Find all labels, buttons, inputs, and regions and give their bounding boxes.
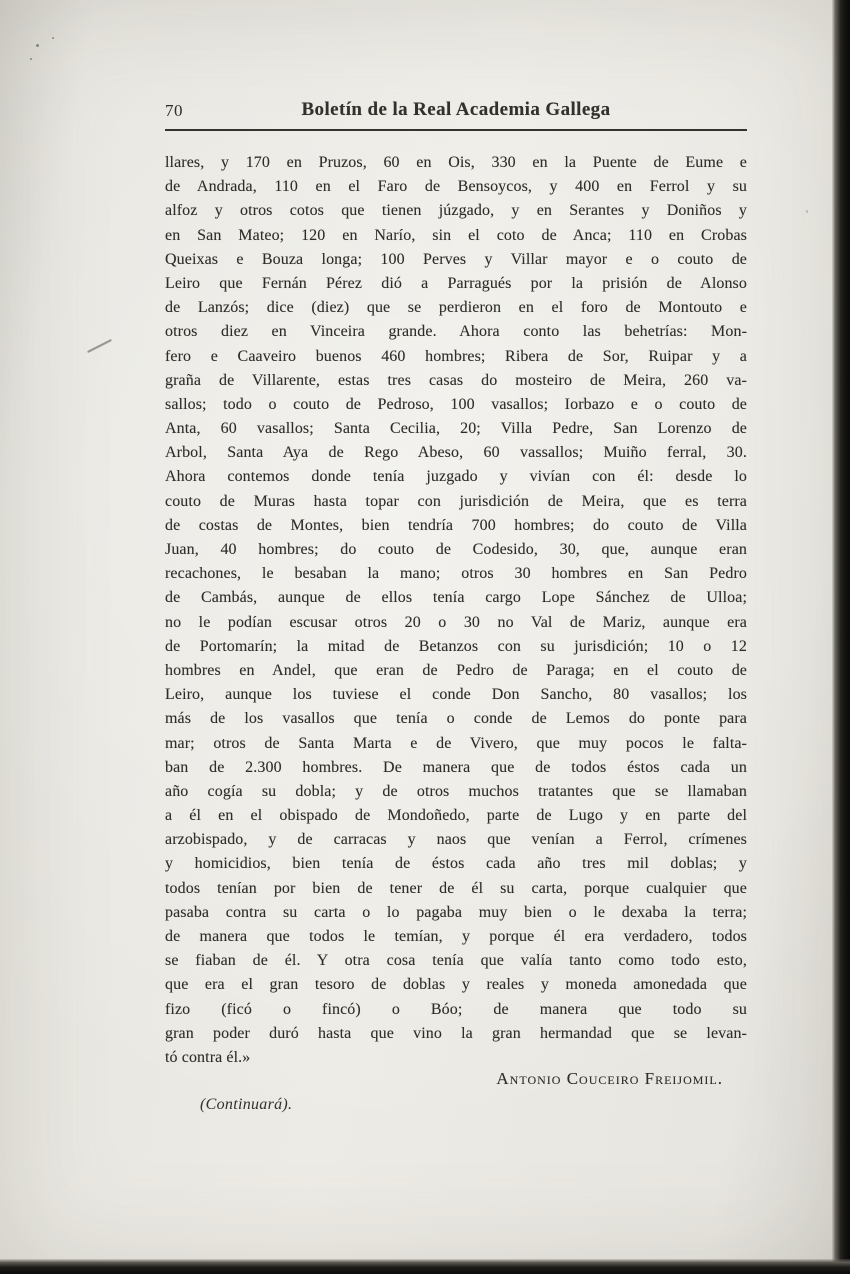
header-row bbox=[165, 99, 747, 123]
scan-edge-right bbox=[832, 0, 850, 1274]
scan-speck bbox=[36, 44, 39, 47]
text-line: fizo (ficó o fincó) o Bóo; de manera que todo su bbox=[165, 1000, 747, 1018]
text-line: que era el gran tesoro de doblas y reales y moneda amonedada que bbox=[165, 976, 747, 994]
text-line: Ahora contemos donde tenía juzgado y vivían con él: desde lo bbox=[165, 468, 747, 486]
author-signature: Antonio Couceiro Freijomil. bbox=[496, 1069, 723, 1088]
text-line: se fiaban de él. Y otra cosa tenía que valía tanto como todo esto, bbox=[165, 952, 747, 970]
scan-speck bbox=[52, 37, 54, 39]
text-line: no le podían escusar otros 20 o 30 no Val de Mariz, aunque era bbox=[165, 613, 747, 631]
text-line: todos tenían por bien de tener de él su carta, porque cualquier que bbox=[165, 879, 747, 897]
text-line: llares, y 170 en Pruzos, 60 en Ois, 330 en la Puente de Eume e bbox=[165, 154, 747, 171]
journal-title: Boletín de la Real Academia Gallega bbox=[301, 99, 611, 120]
text-line: año cogía su dobla; y de otros muchos tratantes que se llamaban bbox=[165, 782, 747, 800]
text-line: hombres en Andel, que eran de Pedro de Paraga; en el couto de bbox=[165, 661, 747, 679]
text-line: fero e Caaveiro buenos 460 hombres; Ribera de Sor, Ruipar y a bbox=[165, 347, 747, 365]
text-line: de costas de Montes, bien tendría 700 hombres; do couto de Villa bbox=[165, 516, 747, 534]
text-line: de Cambás, aunque de ellos tenía cargo Lope Sánchez de Ulloa; bbox=[165, 589, 747, 607]
text-line: tó contra él.» bbox=[165, 1048, 251, 1066]
scan-edge-bottom bbox=[0, 1259, 850, 1274]
text-line: Arbol, Santa Aya de Rego Abeso, 60 vassallos; Muiño ferral, 30. bbox=[165, 444, 747, 462]
text-line: de Andrada, 110 en el Faro de Bensoycos, y 400 en Ferrol y su bbox=[165, 178, 747, 196]
page-header bbox=[165, 99, 747, 131]
body-text bbox=[165, 151, 747, 1070]
text-line: Leiro, aunque los tuviese el conde Don Sancho, 80 vasallos; los bbox=[165, 686, 747, 704]
text-line: a él en el obispado de Mondoñedo, parte de Lugo y en parte del bbox=[165, 807, 747, 825]
scan-speck bbox=[806, 210, 808, 213]
text-line: graña de Villarente, estas tres casas do mosteiro de Meira, 260 va- bbox=[165, 371, 747, 389]
text-line: Juan, 40 hombres; do couto de Codesido, 30, que, aunque eran bbox=[165, 541, 747, 558]
text-line: mar; otros de Santa Marta e de Vivero, que muy pocos le falta- bbox=[165, 734, 747, 752]
text-line: Leiro que Fernán Pérez dió a Parragués por la prisión de Alonso bbox=[165, 274, 747, 292]
text-line: Queixas e Bouza longa; 100 Perves y Villar mayor e o couto de bbox=[165, 250, 747, 268]
text-line: en San Mateo; 120 en Narío, sin el coto de Anca; 110 en Crobas bbox=[165, 226, 747, 244]
text-line: de Portomarín; la mitad de Betanzos con su jurisdición; 10 o 12 bbox=[165, 637, 747, 655]
scan-speck bbox=[30, 58, 32, 60]
header-rule bbox=[165, 129, 747, 131]
text-line: de Lanzós; dice (diez) que se perdieron en el foro de Montouto e bbox=[165, 299, 747, 317]
text-line: sallos; todo o couto de Pedroso, 100 vasallos; Iorbazo e o couto de bbox=[165, 395, 747, 413]
text-line: Anta, 60 vasallos; Santa Cecilia, 20; Villa Pedre, San Lorenzo de bbox=[165, 420, 747, 438]
text-line: arzobispado, y de carracas y naos que venían a Ferrol, crímenes bbox=[165, 831, 747, 849]
text-line: más de los vasallos que tenía o conde de Lemos do ponte para bbox=[165, 710, 747, 728]
text-line: alfoz y otros cotos que tienen júzgado, y en Serantes y Doniños y bbox=[165, 202, 747, 220]
scan-pencil-mark bbox=[87, 339, 112, 353]
page-number: 70 bbox=[165, 101, 183, 120]
text-line: recachones, le besaban la mano; otros 30 hombres en San Pedro bbox=[165, 565, 747, 583]
text-line: couto de Muras hasta topar con jurisdición de Meira, que es terra bbox=[165, 492, 747, 510]
text-line: gran poder duró hasta que vino la gran hermandad que se levan- bbox=[165, 1024, 747, 1042]
text-line: ban de 2.300 hombres. De manera que de todos éstos cada un bbox=[165, 758, 747, 776]
text-line: pasaba contra su carta o lo pagaba muy bien o le dexaba la terra; bbox=[165, 903, 747, 921]
text-line: de manera que todos le temían, y porque él era verdadero, todos bbox=[165, 928, 747, 945]
text-line: otros diez en Vinceira grande. Ahora conto las behetrías: Mon- bbox=[165, 323, 747, 341]
continuation-note: (Continuará). bbox=[200, 1096, 293, 1113]
text-line: y homicidios, bien tenía de éstos cada año tres mil doblas; y bbox=[165, 855, 747, 873]
